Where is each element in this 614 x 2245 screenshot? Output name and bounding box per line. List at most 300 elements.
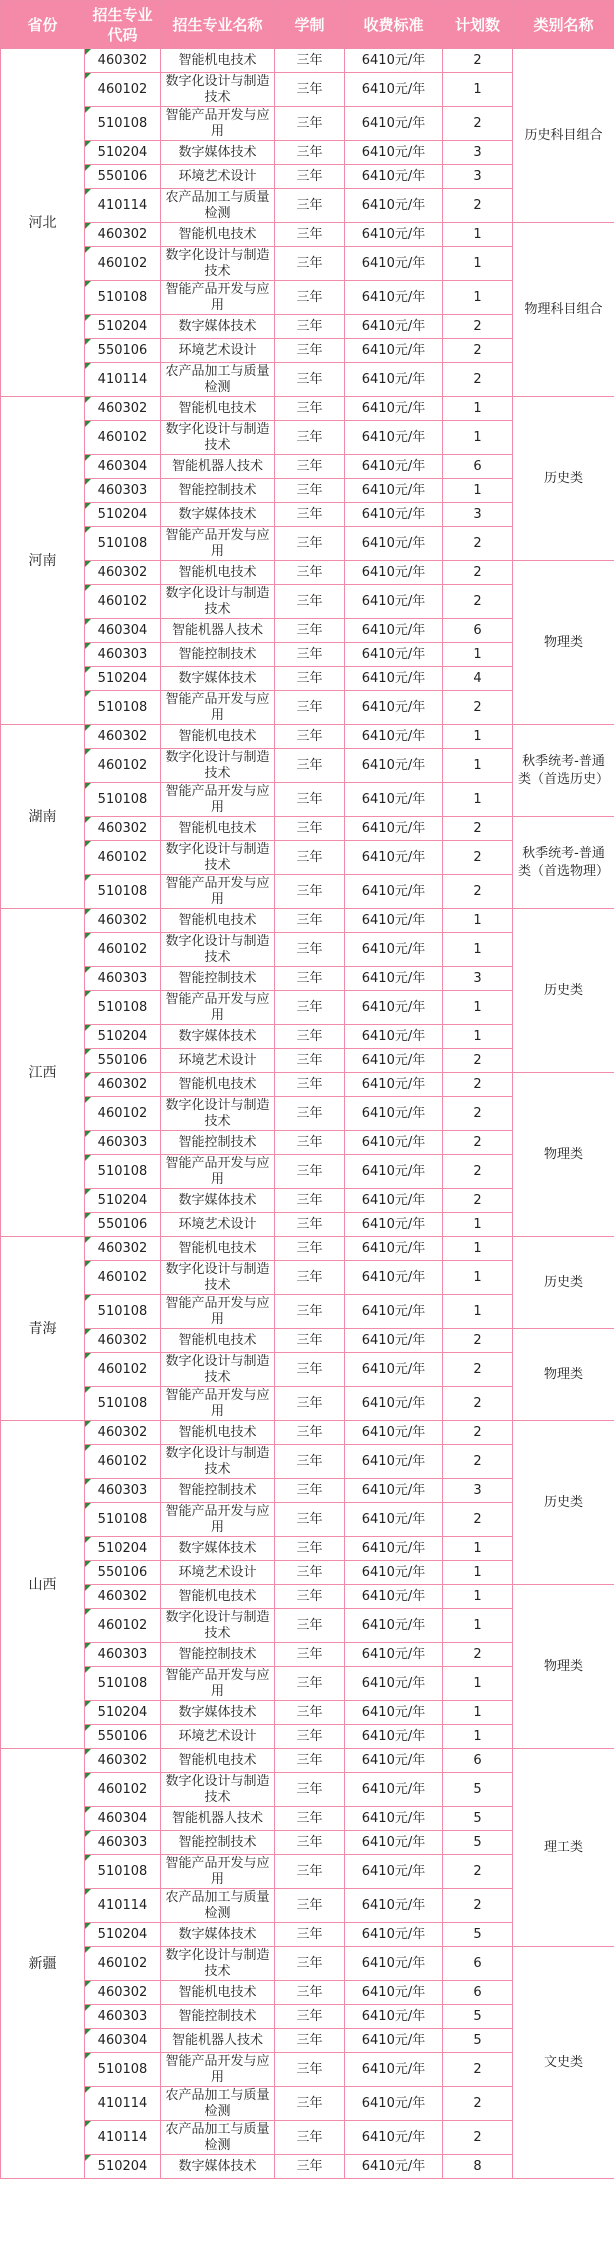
plan-cell: 2	[443, 585, 513, 619]
plan-cell: 2	[443, 561, 513, 585]
fee-cell: 6410元/年	[345, 315, 443, 339]
fee-cell: 6410元/年	[345, 1261, 443, 1295]
duration-cell: 三年	[275, 2029, 345, 2053]
fee-cell: 6410元/年	[345, 1807, 443, 1831]
code-cell: 460302	[85, 817, 161, 841]
fee-cell: 6410元/年	[345, 141, 443, 165]
plan-cell: 2	[443, 1189, 513, 1213]
plan-cell: 1	[443, 281, 513, 315]
plan-cell: 1	[443, 1025, 513, 1049]
plan-cell: 1	[443, 1213, 513, 1237]
plan-cell: 2	[443, 315, 513, 339]
table-row	[1, 561, 614, 585]
major-cell: 环境艺术设计	[161, 1561, 275, 1585]
code-cell: 460302	[85, 223, 161, 247]
major-cell: 农产品加工与质量检测	[161, 2087, 275, 2121]
code-cell: 460303	[85, 1831, 161, 1855]
major-cell: 智能产品开发与应用	[161, 991, 275, 1025]
category-cell: 历史类	[513, 1237, 614, 1329]
plan-cell: 2	[443, 363, 513, 397]
major-cell: 数字化设计与制造技术	[161, 1609, 275, 1643]
code-cell: 510108	[85, 875, 161, 909]
fee-cell: 6410元/年	[345, 281, 443, 315]
code-cell: 460302	[85, 725, 161, 749]
major-cell: 智能机器人技术	[161, 455, 275, 479]
plan-cell: 2	[443, 189, 513, 223]
province-cell: 河北	[1, 49, 85, 397]
major-cell: 智能控制技术	[161, 967, 275, 991]
major-cell: 数字化设计与制造技术	[161, 421, 275, 455]
province-cell: 湖南	[1, 725, 85, 909]
header-category: 类别名称	[513, 1, 614, 49]
code-cell: 550106	[85, 165, 161, 189]
table-row	[1, 1947, 614, 1981]
duration-cell: 三年	[275, 1025, 345, 1049]
plan-cell: 2	[443, 817, 513, 841]
plan-cell: 6	[443, 1749, 513, 1773]
fee-cell: 6410元/年	[345, 643, 443, 667]
plan-cell: 2	[443, 1889, 513, 1923]
plan-cell: 3	[443, 967, 513, 991]
duration-cell: 三年	[275, 1643, 345, 1667]
duration-cell: 三年	[275, 1213, 345, 1237]
province-cell: 青海	[1, 1237, 85, 1421]
plan-cell: 6	[443, 619, 513, 643]
plan-cell: 5	[443, 1807, 513, 1831]
duration-cell: 三年	[275, 1923, 345, 1947]
plan-cell: 1	[443, 223, 513, 247]
fee-cell: 6410元/年	[345, 1479, 443, 1503]
duration-cell: 三年	[275, 2053, 345, 2087]
duration-cell: 三年	[275, 909, 345, 933]
plan-cell: 1	[443, 725, 513, 749]
category-cell: 历史类	[513, 1421, 614, 1585]
code-cell: 510204	[85, 1923, 161, 1947]
duration-cell: 三年	[275, 1749, 345, 1773]
plan-cell: 1	[443, 1561, 513, 1585]
code-cell: 460102	[85, 749, 161, 783]
major-cell: 数字媒体技术	[161, 1537, 275, 1561]
major-cell: 智能机电技术	[161, 909, 275, 933]
fee-cell: 6410元/年	[345, 49, 443, 73]
duration-cell: 三年	[275, 1889, 345, 1923]
duration-cell: 三年	[275, 1773, 345, 1807]
fee-cell: 6410元/年	[345, 817, 443, 841]
plan-cell: 1	[443, 1537, 513, 1561]
code-cell: 460303	[85, 643, 161, 667]
duration-cell: 三年	[275, 2087, 345, 2121]
major-cell: 数字化设计与制造技术	[161, 1947, 275, 1981]
major-cell: 数字媒体技术	[161, 1701, 275, 1725]
plan-cell: 1	[443, 933, 513, 967]
fee-cell: 6410元/年	[345, 1503, 443, 1537]
fee-cell: 6410元/年	[345, 2155, 443, 2179]
plan-cell: 1	[443, 909, 513, 933]
fee-cell: 6410元/年	[345, 1329, 443, 1353]
fee-cell: 6410元/年	[345, 1049, 443, 1073]
fee-cell: 6410元/年	[345, 1353, 443, 1387]
code-cell: 510108	[85, 783, 161, 817]
major-cell: 数字化设计与制造技术	[161, 1261, 275, 1295]
duration-cell: 三年	[275, 1329, 345, 1353]
duration-cell: 三年	[275, 817, 345, 841]
major-cell: 智能产品开发与应用	[161, 527, 275, 561]
major-cell: 智能产品开发与应用	[161, 107, 275, 141]
category-cell: 物理科目组合	[513, 223, 614, 397]
fee-cell: 6410元/年	[345, 455, 443, 479]
plan-cell: 1	[443, 1261, 513, 1295]
fee-cell: 6410元/年	[345, 1923, 443, 1947]
major-cell: 环境艺术设计	[161, 1213, 275, 1237]
plan-cell: 5	[443, 1773, 513, 1807]
major-cell: 智能控制技术	[161, 1131, 275, 1155]
major-cell: 智能机电技术	[161, 1981, 275, 2005]
code-cell: 410114	[85, 1889, 161, 1923]
province-cell: 河南	[1, 397, 85, 725]
major-cell: 数字化设计与制造技术	[161, 749, 275, 783]
plan-cell: 5	[443, 1831, 513, 1855]
plan-cell: 1	[443, 247, 513, 281]
major-cell: 数字化设计与制造技术	[161, 585, 275, 619]
duration-cell: 三年	[275, 841, 345, 875]
duration-cell: 三年	[275, 527, 345, 561]
plan-cell: 1	[443, 643, 513, 667]
duration-cell: 三年	[275, 1155, 345, 1189]
table-row	[1, 1329, 614, 1353]
major-cell: 智能控制技术	[161, 1479, 275, 1503]
code-cell: 460304	[85, 1807, 161, 1831]
header-province: 省份	[1, 1, 85, 49]
plan-cell: 2	[443, 1131, 513, 1155]
major-cell: 智能产品开发与应用	[161, 1503, 275, 1537]
fee-cell: 6410元/年	[345, 421, 443, 455]
plan-cell: 3	[443, 141, 513, 165]
code-cell: 460102	[85, 1097, 161, 1131]
plan-cell: 1	[443, 1585, 513, 1609]
code-cell: 510204	[85, 2155, 161, 2179]
major-cell: 农产品加工与质量检测	[161, 363, 275, 397]
header-plan: 计划数	[443, 1, 513, 49]
duration-cell: 三年	[275, 1701, 345, 1725]
code-cell: 460302	[85, 397, 161, 421]
duration-cell: 三年	[275, 667, 345, 691]
major-cell: 智能机电技术	[161, 397, 275, 421]
fee-cell: 6410元/年	[345, 1537, 443, 1561]
plan-cell: 2	[443, 1049, 513, 1073]
code-cell: 460102	[85, 1445, 161, 1479]
major-cell: 智能机器人技术	[161, 1807, 275, 1831]
code-cell: 460303	[85, 967, 161, 991]
code-cell: 510108	[85, 1387, 161, 1421]
major-cell: 数字媒体技术	[161, 2155, 275, 2179]
duration-cell: 三年	[275, 1261, 345, 1295]
fee-cell: 6410元/年	[345, 783, 443, 817]
fee-cell: 6410元/年	[345, 1213, 443, 1237]
major-cell: 数字媒体技术	[161, 667, 275, 691]
plan-cell: 2	[443, 2087, 513, 2121]
duration-cell: 三年	[275, 503, 345, 527]
major-cell: 智能产品开发与应用	[161, 875, 275, 909]
code-cell: 460302	[85, 1585, 161, 1609]
duration-cell: 三年	[275, 189, 345, 223]
category-cell: 秋季统考-普通类（首选物理）	[513, 817, 614, 909]
duration-cell: 三年	[275, 585, 345, 619]
code-cell: 460302	[85, 49, 161, 73]
duration-cell: 三年	[275, 223, 345, 247]
major-cell: 智能机电技术	[161, 1749, 275, 1773]
code-cell: 460302	[85, 561, 161, 585]
fee-cell: 6410元/年	[345, 875, 443, 909]
code-cell: 460102	[85, 841, 161, 875]
duration-cell: 三年	[275, 1445, 345, 1479]
table-body	[1, 49, 614, 2179]
major-cell: 数字化设计与制造技术	[161, 247, 275, 281]
major-cell: 智能产品开发与应用	[161, 1667, 275, 1701]
major-cell: 智能产品开发与应用	[161, 1155, 275, 1189]
plan-cell: 2	[443, 107, 513, 141]
code-cell: 510108	[85, 281, 161, 315]
major-cell: 数字媒体技术	[161, 1923, 275, 1947]
major-cell: 环境艺术设计	[161, 1725, 275, 1749]
major-cell: 农产品加工与质量检测	[161, 1889, 275, 1923]
fee-cell: 6410元/年	[345, 107, 443, 141]
category-cell: 物理类	[513, 1329, 614, 1421]
duration-cell: 三年	[275, 1073, 345, 1097]
code-cell: 460304	[85, 2029, 161, 2053]
plan-cell: 2	[443, 1421, 513, 1445]
table-row	[1, 1421, 614, 1445]
major-cell: 数字媒体技术	[161, 141, 275, 165]
plan-cell: 1	[443, 1237, 513, 1261]
duration-cell: 三年	[275, 561, 345, 585]
fee-cell: 6410元/年	[345, 363, 443, 397]
category-cell: 历史类	[513, 397, 614, 561]
category-cell: 物理类	[513, 1073, 614, 1237]
table-row	[1, 1749, 614, 1773]
code-cell: 460302	[85, 909, 161, 933]
plan-cell: 2	[443, 1353, 513, 1387]
major-cell: 智能产品开发与应用	[161, 1295, 275, 1329]
category-cell: 历史类	[513, 909, 614, 1073]
plan-cell: 2	[443, 1503, 513, 1537]
fee-cell: 6410元/年	[345, 2053, 443, 2087]
plan-cell: 2	[443, 527, 513, 561]
plan-cell: 5	[443, 2005, 513, 2029]
plan-cell: 1	[443, 1609, 513, 1643]
major-cell: 智能产品开发与应用	[161, 1855, 275, 1889]
table-row	[1, 817, 614, 841]
duration-cell: 三年	[275, 247, 345, 281]
duration-cell: 三年	[275, 397, 345, 421]
duration-cell: 三年	[275, 1503, 345, 1537]
code-cell: 460102	[85, 1353, 161, 1387]
fee-cell: 6410元/年	[345, 561, 443, 585]
major-cell: 环境艺术设计	[161, 339, 275, 363]
major-cell: 智能控制技术	[161, 643, 275, 667]
major-cell: 数字化设计与制造技术	[161, 1773, 275, 1807]
table-row	[1, 1585, 614, 1609]
header-fee: 收费标准	[345, 1, 443, 49]
fee-cell: 6410元/年	[345, 1609, 443, 1643]
major-cell: 智能机电技术	[161, 1585, 275, 1609]
major-cell: 智能机电技术	[161, 561, 275, 585]
plan-cell: 3	[443, 503, 513, 527]
code-cell: 510204	[85, 667, 161, 691]
major-cell: 智能机电技术	[161, 49, 275, 73]
code-cell: 510108	[85, 1295, 161, 1329]
plan-cell: 3	[443, 165, 513, 189]
plan-cell: 1	[443, 991, 513, 1025]
code-cell: 510108	[85, 527, 161, 561]
code-cell: 510204	[85, 1189, 161, 1213]
plan-cell: 1	[443, 479, 513, 503]
fee-cell: 6410元/年	[345, 841, 443, 875]
major-cell: 智能机电技术	[161, 1329, 275, 1353]
code-cell: 460102	[85, 247, 161, 281]
plan-cell: 1	[443, 1725, 513, 1749]
plan-cell: 2	[443, 1155, 513, 1189]
code-cell: 460304	[85, 455, 161, 479]
major-cell: 数字媒体技术	[161, 503, 275, 527]
fee-cell: 6410元/年	[345, 503, 443, 527]
duration-cell: 三年	[275, 1537, 345, 1561]
major-cell: 环境艺术设计	[161, 1049, 275, 1073]
code-cell: 460102	[85, 73, 161, 107]
major-cell: 智能产品开发与应用	[161, 2053, 275, 2087]
duration-cell: 三年	[275, 2121, 345, 2155]
category-cell: 物理类	[513, 561, 614, 725]
code-cell: 550106	[85, 1561, 161, 1585]
duration-cell: 三年	[275, 1831, 345, 1855]
duration-cell: 三年	[275, 363, 345, 397]
header-duration: 学制	[275, 1, 345, 49]
major-cell: 农产品加工与质量检测	[161, 189, 275, 223]
major-cell: 数字化设计与制造技术	[161, 841, 275, 875]
fee-cell: 6410元/年	[345, 1831, 443, 1855]
code-cell: 460302	[85, 1749, 161, 1773]
plan-cell: 2	[443, 2053, 513, 2087]
fee-cell: 6410元/年	[345, 1155, 443, 1189]
fee-cell: 6410元/年	[345, 1725, 443, 1749]
fee-cell: 6410元/年	[345, 585, 443, 619]
fee-cell: 6410元/年	[345, 749, 443, 783]
duration-cell: 三年	[275, 2155, 345, 2179]
major-cell: 数字化设计与制造技术	[161, 73, 275, 107]
major-cell: 环境艺术设计	[161, 165, 275, 189]
plan-cell: 2	[443, 1855, 513, 1889]
duration-cell: 三年	[275, 141, 345, 165]
duration-cell: 三年	[275, 1585, 345, 1609]
code-cell: 510108	[85, 1503, 161, 1537]
fee-cell: 6410元/年	[345, 1189, 443, 1213]
major-cell: 智能机电技术	[161, 1073, 275, 1097]
fee-cell: 6410元/年	[345, 1421, 443, 1445]
duration-cell: 三年	[275, 933, 345, 967]
fee-cell: 6410元/年	[345, 339, 443, 363]
fee-cell: 6410元/年	[345, 619, 443, 643]
table-row	[1, 49, 614, 73]
major-cell: 数字媒体技术	[161, 1025, 275, 1049]
duration-cell: 三年	[275, 725, 345, 749]
plan-cell: 1	[443, 1295, 513, 1329]
code-cell: 510204	[85, 1537, 161, 1561]
duration-cell: 三年	[275, 1387, 345, 1421]
table-row	[1, 909, 614, 933]
duration-cell: 三年	[275, 1479, 345, 1503]
duration-cell: 三年	[275, 1097, 345, 1131]
major-cell: 智能产品开发与应用	[161, 691, 275, 725]
duration-cell: 三年	[275, 691, 345, 725]
duration-cell: 三年	[275, 107, 345, 141]
code-cell: 460102	[85, 1773, 161, 1807]
plan-cell: 2	[443, 691, 513, 725]
code-cell: 460302	[85, 1237, 161, 1261]
duration-cell: 三年	[275, 991, 345, 1025]
code-cell: 460303	[85, 1131, 161, 1155]
major-cell: 智能控制技术	[161, 1831, 275, 1855]
plan-cell: 2	[443, 1097, 513, 1131]
header-row	[1, 1, 614, 49]
code-cell: 410114	[85, 2087, 161, 2121]
fee-cell: 6410元/年	[345, 725, 443, 749]
province-cell: 山西	[1, 1421, 85, 1749]
duration-cell: 三年	[275, 875, 345, 909]
code-cell: 460304	[85, 619, 161, 643]
duration-cell: 三年	[275, 1609, 345, 1643]
plan-cell: 8	[443, 2155, 513, 2179]
code-cell: 510108	[85, 107, 161, 141]
plan-cell: 2	[443, 841, 513, 875]
fee-cell: 6410元/年	[345, 189, 443, 223]
duration-cell: 三年	[275, 1725, 345, 1749]
major-cell: 智能机电技术	[161, 1421, 275, 1445]
code-cell: 510204	[85, 141, 161, 165]
category-cell: 理工类	[513, 1749, 614, 1947]
table-row	[1, 223, 614, 247]
header-major: 招生专业名称	[161, 1, 275, 49]
category-cell: 秋季统考-普通类（首选历史）	[513, 725, 614, 817]
plan-cell: 1	[443, 749, 513, 783]
table-row	[1, 397, 614, 421]
major-cell: 智能产品开发与应用	[161, 783, 275, 817]
fee-cell: 6410元/年	[345, 933, 443, 967]
category-cell: 文史类	[513, 1947, 614, 2179]
duration-cell: 三年	[275, 421, 345, 455]
fee-cell: 6410元/年	[345, 1073, 443, 1097]
code-cell: 510204	[85, 1701, 161, 1725]
fee-cell: 6410元/年	[345, 1643, 443, 1667]
duration-cell: 三年	[275, 281, 345, 315]
code-cell: 510108	[85, 1667, 161, 1701]
table-row	[1, 1073, 614, 1097]
duration-cell: 三年	[275, 1855, 345, 1889]
fee-cell: 6410元/年	[345, 73, 443, 107]
fee-cell: 6410元/年	[345, 397, 443, 421]
code-cell: 510108	[85, 691, 161, 725]
duration-cell: 三年	[275, 1947, 345, 1981]
fee-cell: 6410元/年	[345, 479, 443, 503]
province-cell: 江西	[1, 909, 85, 1237]
plan-cell: 1	[443, 783, 513, 817]
code-cell: 460102	[85, 1947, 161, 1981]
major-cell: 智能机器人技术	[161, 2029, 275, 2053]
code-cell: 510204	[85, 1025, 161, 1049]
duration-cell: 三年	[275, 1049, 345, 1073]
duration-cell: 三年	[275, 1807, 345, 1831]
fee-cell: 6410元/年	[345, 223, 443, 247]
major-cell: 智能控制技术	[161, 479, 275, 503]
plan-cell: 6	[443, 1981, 513, 2005]
